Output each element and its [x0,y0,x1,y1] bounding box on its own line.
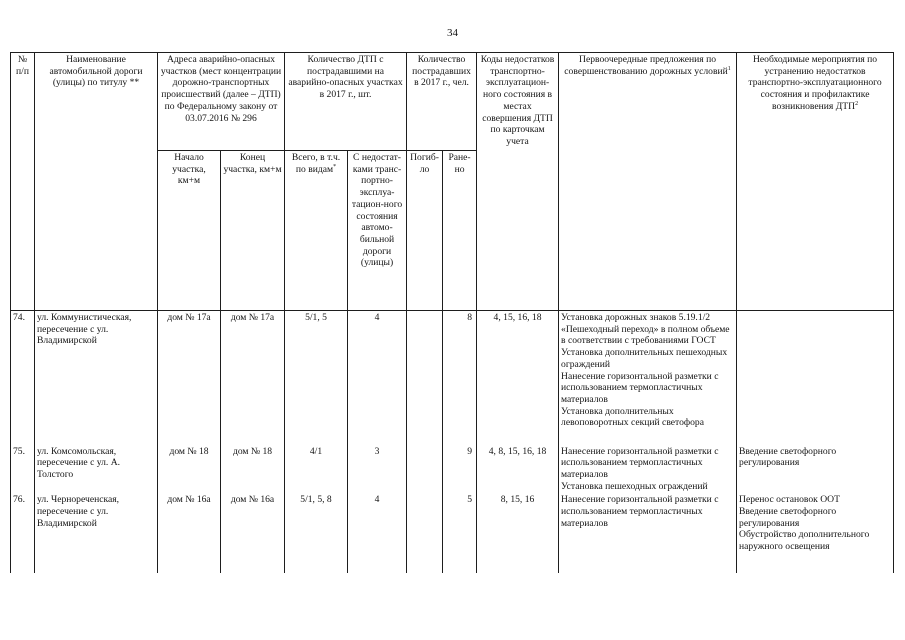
header-measures-footnote: 2 [855,100,859,107]
row-num: 76. [11,493,35,573]
header-proposals-text: Первоочередные предложения по совершенствованию дорожных условий [564,54,728,77]
row-with-defects: 4 [348,311,407,445]
row-start: дом № 17а [158,311,221,445]
table-row [11,493,894,573]
header-dtp-total-footnote: * [333,163,337,170]
row-dead [407,493,443,573]
header-victims: Количество пострадавших в 2017 г., чел. [407,53,477,151]
row-with-defects: 4 [348,493,407,573]
row-codes: 4, 15, 16, 18 [477,311,559,445]
row-injured: 9 [443,445,477,494]
header-addr-end: Конец участка, км+м [221,151,285,311]
header-dtp-count: Количество ДТП с пострадавшими на аварийно-опасных участках в 2017 г., шт. [285,53,407,151]
row-injured: 5 [443,493,477,573]
header-dtp-total-text: Всего, в т.ч. по видам [291,152,341,175]
row-total: 5/1, 5, 8 [285,493,348,573]
accident-sites-table [10,52,894,573]
header-addresses: Адреса аварийно-опасных участков (мест концентрации дорожно-транспортных происшествий (далее – ДТП) по Федеральному закону от 03.07.2016 № 296 [158,53,285,151]
header-road-name: Наименование автомобильной дороги (улицы) по титулу ** [35,53,158,311]
header-num: № п/п [11,53,35,311]
table-row [11,445,894,494]
row-proposals: Нанесение горизонтальной разметки с использованием термопластичных материалов Установка пешеходных ограждений [559,445,737,494]
row-road: ул. Комсомольская, пересечение с ул. А. Толстого [35,445,158,494]
row-road: ул. Коммунистическая, пересечение с ул. Владимирской [35,311,158,445]
header-victims-injured: Ране-но [443,151,477,311]
row-start: дом № 16а [158,493,221,573]
row-injured: 8 [443,311,477,445]
row-end: дом № 17а [221,311,285,445]
header-dtp-with-defects: С недостат-ками транс-портно-эксплуа-тацион-ного состояния автомо-бильной дороги (улицы) [348,151,407,311]
header-measures-text: Необходимые мероприятия по устранению недостатков транспортно-эксплуатационного состояния и профилактике возникновения ДТП [748,54,882,112]
row-num: 75. [11,445,35,494]
row-end: дом № 18 [221,445,285,494]
table-row [11,311,894,445]
header-addr-start: Начало участка, км+м [158,151,221,311]
row-proposals: Нанесение горизонтальной разметки с использованием термопластичных материалов [559,493,737,573]
row-measures [737,311,894,445]
row-measures: Перенос остановок ООТ Введение светофорного регулирования Обустройство дополнительного наружного освещения [737,493,894,573]
row-road: ул. Чернореченская, пересечение с ул. Владимирской [35,493,158,573]
header-dtp-total [285,151,348,311]
row-dead [407,445,443,494]
header-measures [737,53,894,311]
header-proposals [559,53,737,311]
header-proposals-footnote: 1 [727,65,731,72]
row-total: 4/1 [285,445,348,494]
page-number: 34 [447,27,458,39]
row-with-defects: 3 [348,445,407,494]
row-measures: Введение светофорного регулирования [737,445,894,494]
row-proposals: Установка дорожных знаков 5.19.1/2 «Пешеходный переход» в полном объеме в соответствии с требованиями ГОСТ Установка дополнительных пешеходных ограждений Нанесение горизонтальной разметки с использованием термопластичных материалов Установка дополнительных левоповоротных секций светофора [559,311,737,445]
row-codes: 8, 15, 16 [477,493,559,573]
header-codes: Коды недостатков транспортно-эксплуатацион-ного состояния в местах совершения ДТП по карточкам учета [477,53,559,311]
row-dead [407,311,443,445]
row-num: 74. [11,311,35,445]
row-total: 5/1, 5 [285,311,348,445]
header-victims-dead: Погиб-ло [407,151,443,311]
row-start: дом № 18 [158,445,221,494]
row-end: дом № 16а [221,493,285,573]
row-codes: 4, 8, 15, 16, 18 [477,445,559,494]
